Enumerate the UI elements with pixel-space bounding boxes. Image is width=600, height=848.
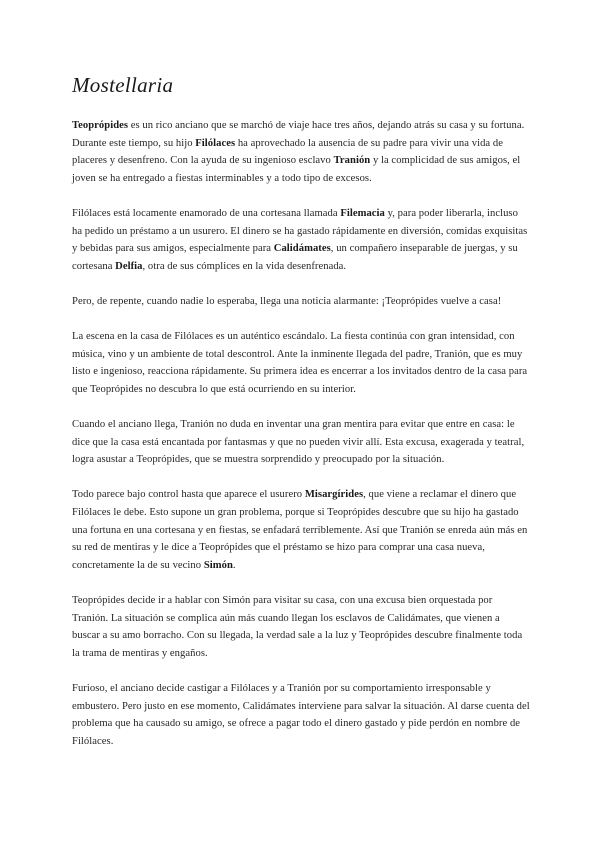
paragraph-text: , un compañero inseparable de juergas, y su cortesana (72, 243, 518, 272)
paragraph-text: Todo parece bajo control hasta que aparece el usurero (72, 489, 305, 501)
paragraph-8 (72, 680, 530, 750)
character-name: Delfia (115, 260, 143, 272)
paragraph-text: Furioso, el anciano decide castigar a Filólaces y a Tranión por su comportamiento irresponsable y embustero. Pero justo en ese momento, Calidámates interviene para salvar la situación. Al darse cuenta del problema que ha causado su amigo, se ofrece a pagar todo el dinero gastado y pide perdón en nombre de Filólaces. (72, 683, 530, 747)
paragraph-text: Cuando el anciano llega, Tranión no duda en inventar una gran mentira para evitar que entre en casa: le dice que la casa está encantada por fantasmas y que no pueden vivir allí. Esta excusa, exagerada y teatral, logra asustar a Teoprópides, que se muestra sorprendido y preocupado por la situación. (72, 419, 525, 466)
character-name: Filemacia (340, 207, 385, 219)
document-title: Mostellaria (72, 73, 174, 97)
paragraph-2 (72, 205, 530, 275)
paragraph-text: , otra de sus cómplices en la vida desenfrenada. (142, 260, 347, 272)
paragraph-text: . (232, 559, 236, 571)
paragraph-3 (72, 293, 530, 311)
paragraph-text: y la complicidad de sus amigos, el joven se ha entregado a fiestas interminables y a todo tipo de excesos. (72, 155, 521, 184)
paragraph-text: Teoprópides decide ir a hablar con Simón para visitar su casa, con una excusa bien orquestada por Tranión. La situación se complica aún más cuando llegan los esclavos de Calidámates, que vienen a buscar a su amo borracho. Con su llegada, la verdad sale a la luz y Teoprópides descubre finalmente toda la trama de mentiras y engaños. (72, 595, 523, 659)
paragraph-text: La escena en la casa de Filólaces es un auténtico escándalo. La fiesta continúa con gran intensidad, con música, vino y un ambiente de total descontrol. Ante la inminente llegada del padre, Tranión, que es muy listo e ingenioso, reacciona rápidamente. Su primera idea es encerrar a los invitados dentro de la casa para que Teoprópides no descubra lo que está ocurriendo en su interior. (72, 331, 528, 395)
paragraph-text: Pero, de repente, cuando nadie lo esperaba, llega una noticia alarmante: ¡Teoprópides vuelve a casa! (72, 295, 502, 307)
paragraph-text: y, para poder liberarla, incluso ha pedido un préstamo a un usurero. El dinero se ha gastado rápidamente en diversión, comidas exquisitas y bebidas para sus amigos, especialmente para (72, 207, 528, 255)
character-name: Misargírides (304, 489, 364, 501)
paragraph-5 (72, 416, 530, 469)
paragraph-1 (72, 117, 530, 187)
character-name: Calidámates (273, 243, 331, 255)
paragraph-text: es un rico anciano que se marchó de viaje hace tres años, dejando atrás su casa y su fortuna. Durante este tiempo, su hijo (72, 120, 525, 149)
paragraph-text: Filólaces está locamente enamorado de una cortesana llamada (72, 207, 341, 219)
document-body (72, 117, 530, 750)
paragraph-text: , que viene a reclamar el dinero que Filólaces le debe. Esto supone un gran problema, porque si Teoprópides descubre que su hijo ha gastado una fortuna en una cortesana y en fiestas, se enfadará terriblemente. Así que Tranión se enreda aún más en su red de mentiras y le dice a Teoprópides que el préstamo se hizo para comprar una casa nueva, concretamente la de su vecino (72, 489, 528, 571)
paragraph-4 (72, 328, 530, 398)
character-name: Tranión (333, 155, 371, 167)
paragraph-text: ha aprovechado la ausencia de su padre para vivir una vida de placeres y desenfreno. Con la ayuda de su ingenioso esclavo (72, 137, 503, 167)
paragraph-6 (72, 486, 530, 574)
character-name: Teoprópides (72, 120, 129, 131)
character-name: Simón (203, 559, 233, 571)
character-name: Filólaces (195, 137, 236, 149)
paragraph-7 (72, 592, 530, 662)
